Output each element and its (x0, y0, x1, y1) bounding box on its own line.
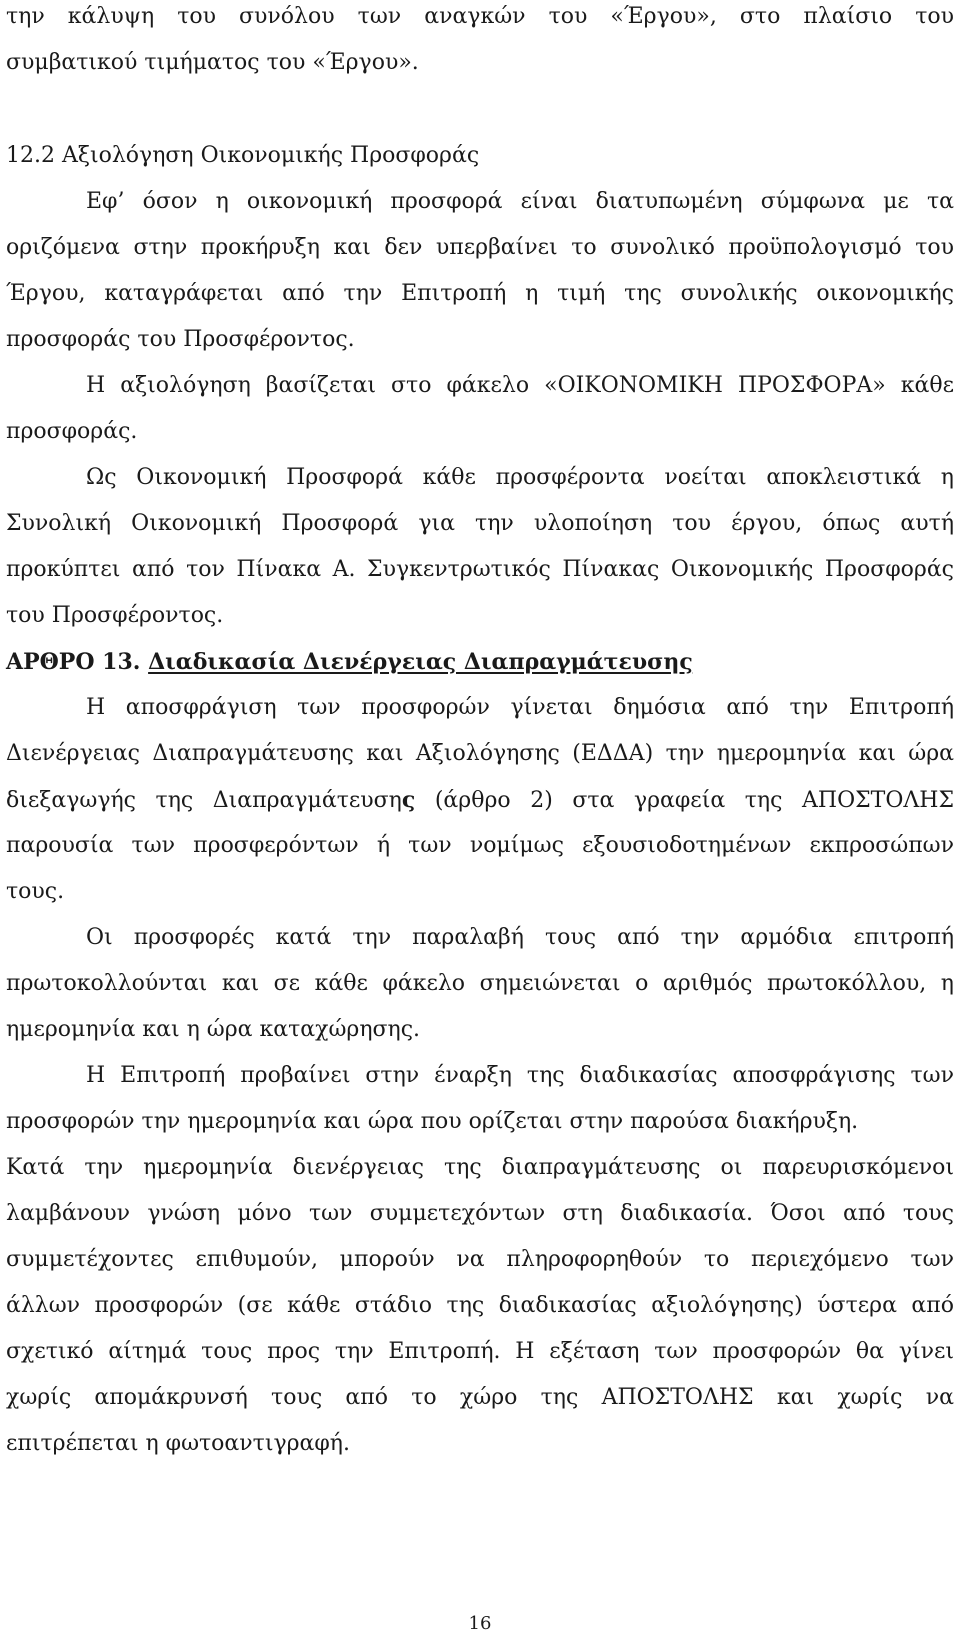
section-heading: 12.2 Αξιολόγηση Οικονομικής Προσφοράς (6, 143, 480, 168)
text-line: Κατά την ημερομηνία διενέργειας της διαπραγμάτευσης οι παρευρισκόμενοι (6, 1155, 954, 1180)
text-line: προσφοράς του Προσφέροντος. (6, 327, 355, 352)
text-line: του Προσφέροντος. (6, 603, 224, 628)
text-line: ημερομηνία και η ώρα καταχώρησης. (6, 1017, 421, 1042)
paragraph-first-line: Η Επιτροπή προβαίνει στην έναρξη της διαδικασίας αποσφράγισης των (86, 1063, 954, 1088)
page-number: 16 (468, 1613, 492, 1634)
text-fragment (415, 788, 435, 813)
text-line: λαμβάνουν γνώση μόνο των συμμετεχόντων στη διαδικασία. Όσοι από τους (6, 1201, 954, 1226)
text-line: Συνολική Οικονομική Προσφορά για την υλοποίηση του έργου, όπως αυτή (6, 511, 954, 536)
text-line: χωρίς απομάκρυνσή τους από το χώρο της ΑΠΟΣΤΟΛΗΣ και χωρίς να (6, 1385, 954, 1410)
text-line: οριζόμενα στην προκήρυξη και δεν υπερβαίνει το συνολικό προϋπολογισμό του (6, 235, 954, 260)
text-line: σχετικό αίτημά τους προς την Επιτροπή. Η εξέταση των προσφορών θα γίνει (6, 1339, 954, 1364)
text-line: τους. (6, 879, 65, 904)
bold-character: ς (401, 787, 416, 813)
text-fragment: διεξαγωγής της Διαπραγμάτευση (6, 788, 402, 813)
text-line (6, 785, 954, 816)
text-line: άλλων προσφορών (σε κάθε στάδιο της διαδικασίας αξιολόγησης) ύστερα από (6, 1293, 954, 1318)
text-line: συμβατικού τιμήματος του «Έργου». (6, 50, 419, 75)
paragraph-first-line: Η αποσφράγιση των προσφορών γίνεται δημόσια από την Επιτροπή (86, 695, 954, 720)
text-line: προσφορών την ημερομηνία και ώρα που ορίζεται στην παρούσα διακήρυξη. (6, 1109, 859, 1134)
paragraph-first-line: Ως Οικονομική Προσφορά κάθε προσφέροντα νοείται αποκλειστικά η (86, 465, 954, 490)
paragraph-first-line: Η αξιολόγηση βασίζεται στο φάκελο «ΟΙΚΟΝΟΜΙΚΗ ΠΡΟΣΦΟΡΑ» κάθε (86, 373, 954, 398)
text-line: προκύπτει από τον Πίνακα Α. Συγκεντρωτικός Πίνακας Οικονομικής Προσφοράς (6, 557, 954, 582)
text-line: πρωτοκολλούνται και σε κάθε φάκελο σημειώνεται ο αριθμός πρωτοκόλλου, η (6, 971, 954, 996)
paragraph-first-line: Οι προσφορές κατά την παραλαβή τους από την αρμόδια επιτροπή (86, 925, 954, 950)
text-line: Διενέργειας Διαπραγμάτευσης και Αξιολόγησης (ΕΔΔΑ) την ημερομηνία και ώρα (6, 741, 954, 766)
paragraph-first-line: Εφ’ όσον η οικονομική προσφορά είναι διατυπωμένη σύμφωνα με τα (86, 189, 954, 214)
text-line: Έργου, καταγράφεται από την Επιτροπή η τιμή της συνολικής οικονομικής (6, 281, 954, 306)
text-line: επιτρέπεται η φωτοαντιγραφή. (6, 1431, 350, 1456)
article-title: Διαδικασία Διενέργειας Διαπραγμάτευσης (148, 649, 693, 675)
article-heading (6, 647, 954, 677)
text-fragment: (άρθρο 2) στα γραφεία της ΑΠΟΣΤΟΛΗΣ (434, 788, 954, 813)
text-line: προσφοράς. (6, 419, 138, 444)
text-line: παρουσία των προσφερόντων ή των νομίμως εξουσιοδοτημένων εκπροσώπων (6, 833, 954, 858)
article-number: ΑΡΘΡΟ 13. (6, 649, 141, 675)
text-line: την κάλυψη του συνόλου των αναγκών του «Έργου», στο πλαίσιο του (6, 4, 954, 29)
text-line: συμμετέχοντες επιθυμούν, μπορούν να πληροφορηθούν το περιεχόμενο των (6, 1247, 954, 1272)
